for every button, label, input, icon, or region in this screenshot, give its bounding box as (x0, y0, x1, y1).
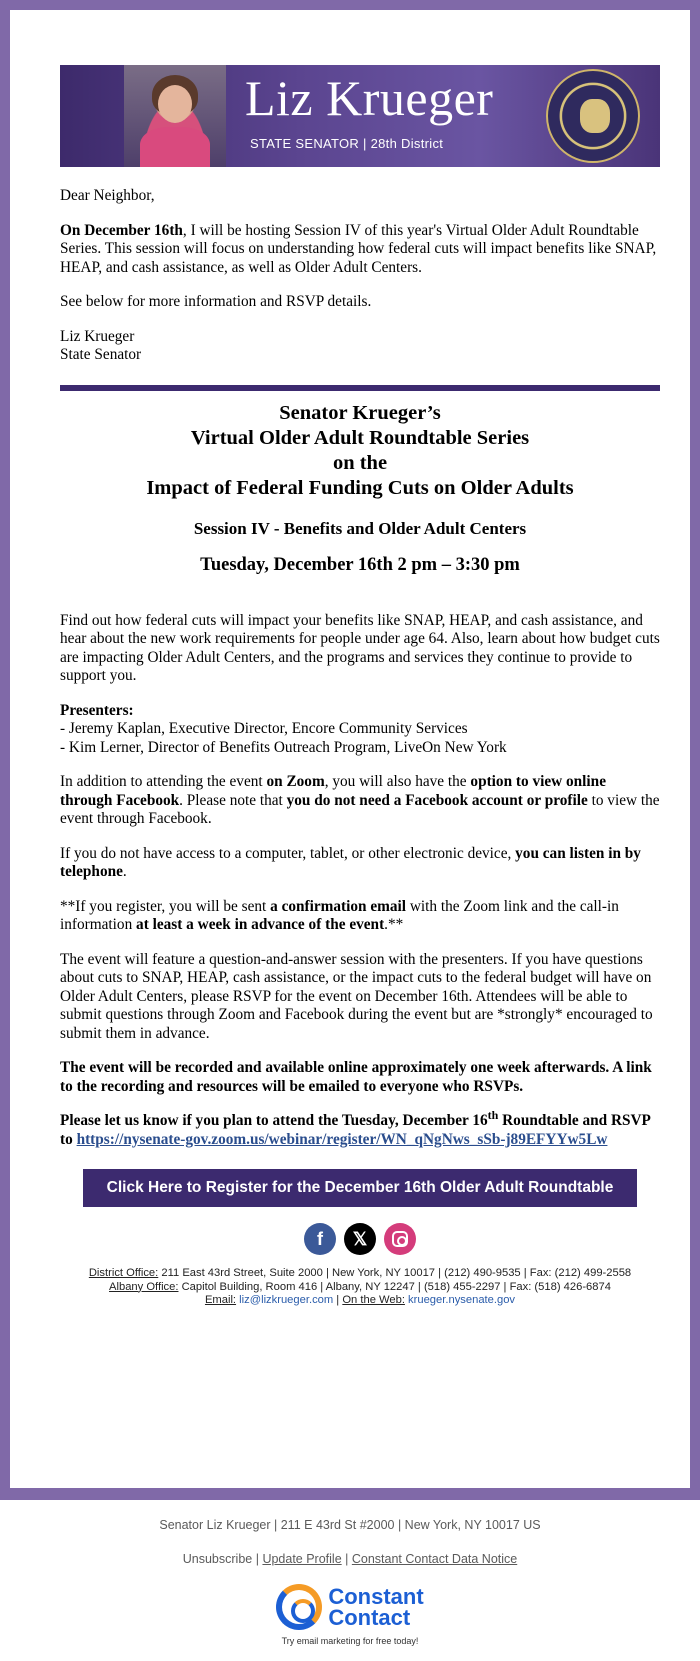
contact-separator: | (333, 1294, 343, 1306)
constant-contact-wordmark (328, 1586, 423, 1628)
constant-contact-tagline[interactable]: Try email marketing for free today! (281, 1636, 419, 1646)
presenter-1: - Jeremy Kaplan, Executive Director, Encore Community Services (60, 720, 468, 737)
zoom-text-e: . Please note that (179, 791, 287, 809)
footer (0, 1500, 700, 1646)
register-button[interactable]: Click Here to Register for the December 16th Older Adult Roundtable (83, 1169, 637, 1207)
event-datetime: Tuesday, December 16th 2 pm – 3:30 pm (200, 554, 520, 575)
intro-text: , I will be hosting Session IV of this year's Virtual Older Adult Roundtable Series. This session will focus on understanding how federal cuts will impact benefits like SNAP, HEAP, and cash assistance, as well as Older Adult Centers. (60, 221, 657, 276)
event-title (60, 401, 660, 501)
phone-text-b: you can listen in by telephone (60, 844, 641, 880)
email-web-line (60, 1294, 660, 1308)
email-content (60, 65, 660, 1308)
social-icons (60, 1223, 660, 1255)
confirmation-paragraph (60, 898, 660, 935)
instagram-icon[interactable] (384, 1223, 416, 1255)
cc-wordmark-line2: Contact (328, 1605, 411, 1630)
district-office-label: District Office: (88, 1267, 159, 1279)
contact-info (60, 1267, 660, 1308)
rsvp-link[interactable]: https://nysenate-gov.zoom.us/webinar/register/WN_qNgNws_sSb-j89EFYYw5Lw (76, 1130, 608, 1148)
senate-seal-icon (546, 69, 640, 163)
constant-contact-logo[interactable] (0, 1584, 700, 1630)
presenters-label: Presenters: (60, 701, 134, 719)
event-title-line3: on the (332, 451, 388, 474)
intro-date: On December 16th (60, 221, 183, 239)
phone-text-a: If you do not have access to a computer, tablet, or other electronic device, (60, 844, 516, 862)
event-description: Find out how federal cuts will impact your benefits like SNAP, HEAP, and cash assistance, and hear about the new work requirements for people under age 64. Also, learn about how budget cuts are impacting Older Adult Centers, and the programs and services they continue to provide to support you. (60, 611, 660, 684)
senator-photo (124, 65, 226, 167)
rsvp-paragraph (60, 1107, 660, 1149)
rsvp-text-a: Please let us know if you plan to attend the Tuesday, December 16 (60, 1112, 488, 1129)
presenter-2: - Kim Lerner, Director of Benefits Outreach Program, LiveOn New York (60, 738, 507, 756)
email-card (10, 10, 690, 1488)
rsvp-text-b: Roundtable and RSVP to (60, 1112, 651, 1148)
phone-text-c: . (122, 863, 127, 880)
confirm-text-d: at least a week in advance of the event (136, 916, 385, 933)
footer-address: Senator Liz Krueger | 211 E 43rd St #2000 | New York, NY 10017 US (159, 1518, 541, 1532)
banner-subtitle: STATE SENATOR | 28th District (250, 136, 444, 151)
cc-wordmark-line1: Constant (328, 1584, 424, 1609)
zoom-text-c: , you will also have the (324, 773, 471, 790)
qa-paragraph: The event will feature a question-and-answer session with the presenters. If you have questions about cuts to SNAP, HEAP, cash assistance, or the impact cuts to the federal budget will have on Older Adult Centers, please RSVP for the event on December 16th. Attendees will be able to submit questions through Zoom and Facebook during the event but are *strongly* encouraged to submit them in advance. (60, 950, 653, 1042)
constant-contact-icon (276, 1584, 322, 1630)
albany-office-label: Albany Office: (109, 1280, 179, 1293)
confirm-text-c: with the Zoom link and the call-in information (60, 897, 619, 933)
facebook-icon[interactable]: f (304, 1223, 336, 1255)
footer-sep-1: | (252, 1552, 263, 1566)
data-notice-link[interactable]: Constant Contact Data Notice (351, 1552, 518, 1566)
x-icon[interactable]: 𝕏 (344, 1223, 376, 1255)
divider (60, 385, 660, 391)
district-office-line (60, 1267, 660, 1281)
confirm-text-b: a confirmation email (270, 897, 407, 915)
web-link[interactable]: krueger.nysenate.gov (408, 1294, 516, 1306)
event-title-line4: Impact of Federal Funding Cuts on Older Adults (146, 476, 574, 499)
header-banner (60, 65, 660, 167)
zoom-text-a: In addition to attending the event (60, 773, 267, 790)
presenters-block (60, 702, 660, 758)
recorded-paragraph: The event will be recorded and available online approximately one week afterwards. A link to the recording and resources will be emailed to everyone who RSVPs. (60, 1059, 652, 1095)
web-label: On the Web: (342, 1294, 405, 1306)
greeting: Dear Neighbor, (60, 187, 155, 204)
zoom-text-d: option to view online through Facebook (60, 773, 606, 809)
email-label: Email: (204, 1294, 237, 1306)
email-link[interactable]: liz@lizkrueger.com (239, 1294, 334, 1306)
signature-title: State Senator (60, 346, 142, 363)
session-title: Session IV - Benefits and Older Adult Centers (193, 518, 527, 538)
zoom-text-f: you do not need a Facebook account or profile (286, 791, 588, 809)
event-title-line2: Virtual Older Adult Roundtable Series (190, 426, 530, 449)
banner-name: Liz Krueger (245, 70, 494, 126)
unsubscribe-link[interactable]: Unsubscribe (182, 1552, 253, 1566)
signature-name: Liz Krueger (60, 327, 135, 345)
district-office-text: 211 East 43rd Street, Suite 2000 | New York, NY 10017 | (212) 490-9535 | Fax: (212) 499-2558 (158, 1267, 632, 1279)
footer-sep-2: | (341, 1552, 352, 1566)
zoom-text-g: to view the event through Facebook. (60, 791, 660, 827)
rsvp-superscript: th (487, 1107, 499, 1122)
footer-links (0, 1552, 700, 1566)
confirm-text-a: **If you register, you will be sent (60, 897, 271, 915)
albany-office-text: Capitol Building, Room 416 | Albany, NY 12247 | (518) 455-2297 | Fax: (518) 426-6874 (178, 1280, 611, 1293)
see-below-text: See below for more information and RSVP details. (60, 293, 372, 310)
intro-paragraph (60, 222, 660, 278)
albany-office-line (60, 1281, 660, 1295)
event-title-line1: Senator Krueger’s (279, 401, 441, 424)
update-profile-link[interactable]: Update Profile (262, 1552, 342, 1566)
zoom-text-b: on Zoom (266, 773, 325, 790)
confirm-text-e: .** (384, 916, 404, 933)
zoom-paragraph (60, 773, 660, 829)
telephone-paragraph (60, 845, 660, 882)
